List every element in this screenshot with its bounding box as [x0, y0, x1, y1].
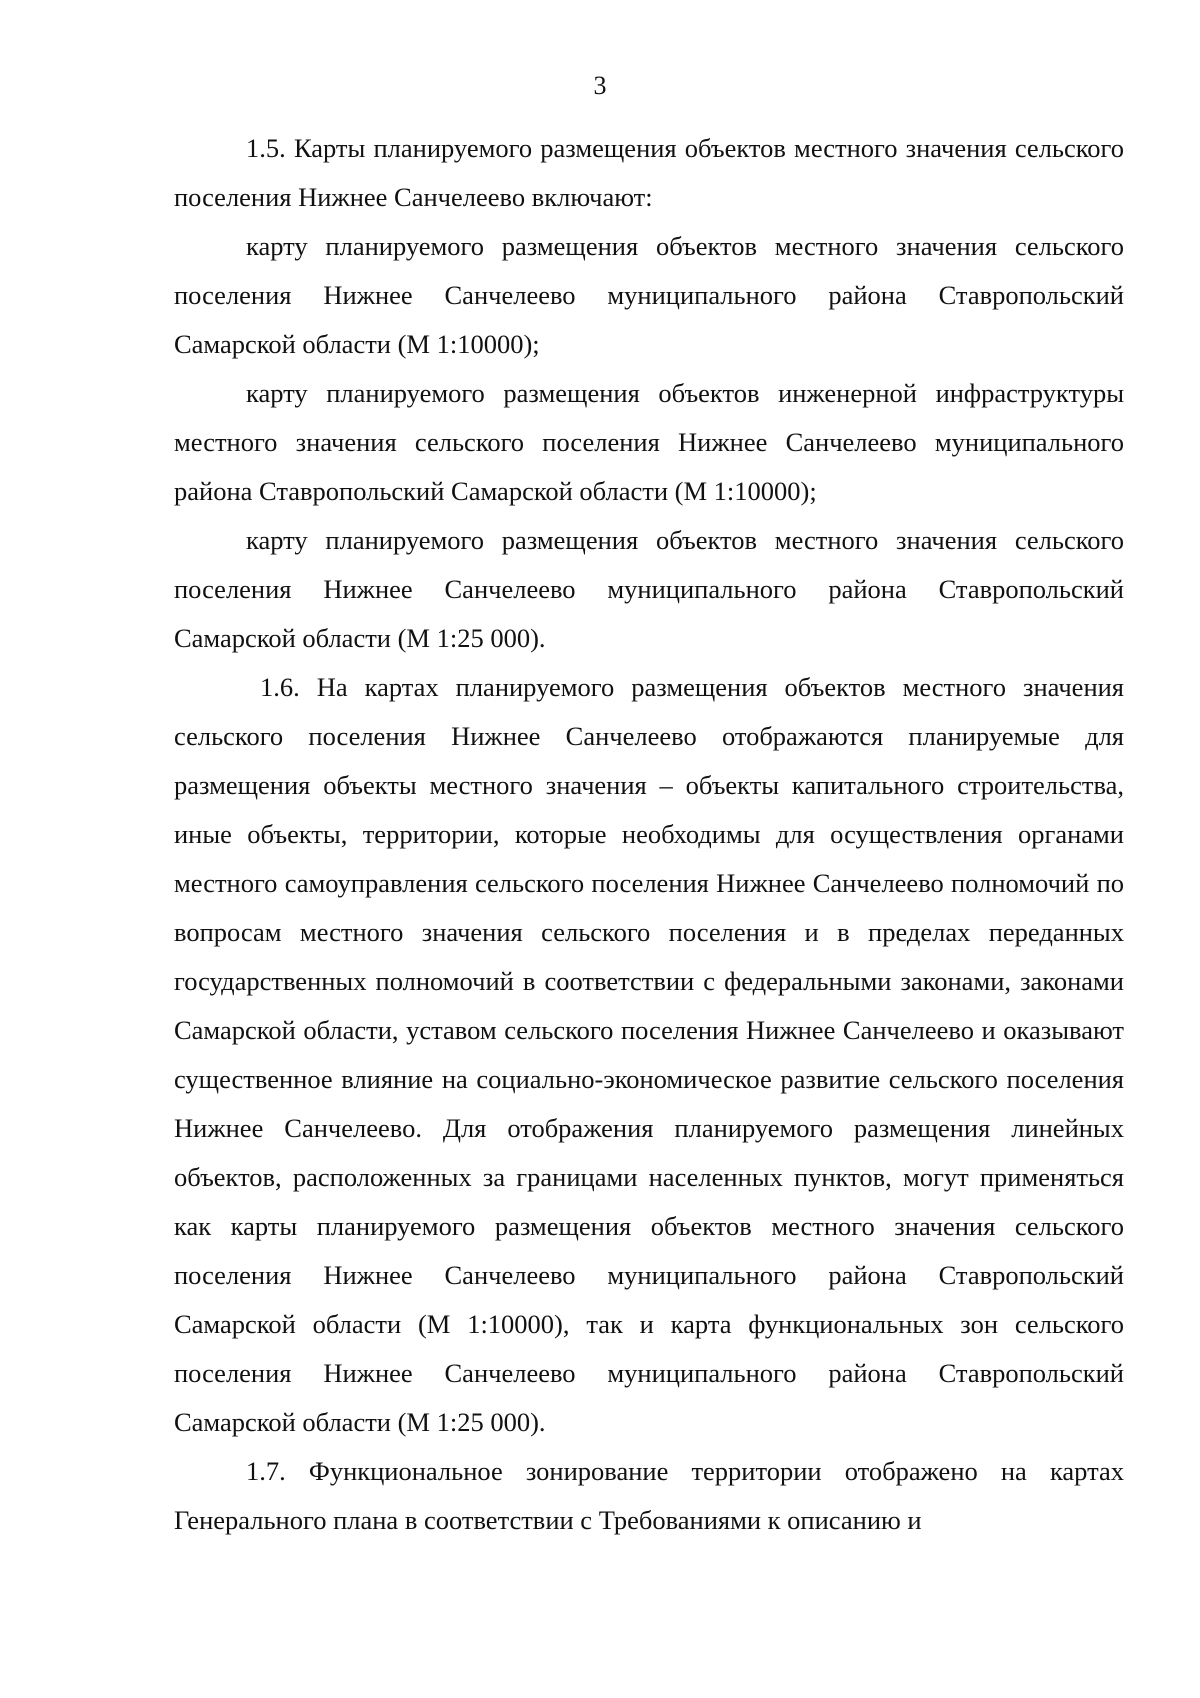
document-body — [174, 124, 1124, 1545]
paragraph-1-5: 1.5. Карты планируемого размещения объектов местного значения сельского поселения Нижнее Санчелеево включают: — [174, 133, 1124, 212]
paragraph-1-6: 1.6. На картах планируемого размещения объектов местного значения сельского поселения Нижнее Санчелеево отображаются планируемые для размещения объекты местного значения – объекты капитального строительства, иные объекты, территории, которые необходимы для осуществления органами местного самоуправления сельского поселения Нижнее Санчелеево полномочий по вопросам местного значения сельского поселения и в пределах переданных государственных полномочий в соответствии с федеральными законами, законами Самарской области, уставом сельского поселения Нижнее Санчелеево и оказывают существенное влияние на социально-экономическое развитие сельского поселения Нижнее Санчелеево. Для отображения планируемого размещения линейных объектов, расположенных за границами населенных пунктов, могут применяться как карты планируемого размещения объектов местного значения сельского поселения Нижнее Санчелеево муниципального района Ставропольский Самарской области (М 1:10000), так и карта функциональных зон сельского поселения Нижнее Санчелеево муниципального района Ставропольский Самарской области (М 1:25 000). — [174, 672, 1124, 1437]
paragraph-map-local-objects-10000: карту планируемого размещения объектов местного значения сельского поселения Нижнее Санчелеево муниципального района Ставропольский Самарской области (М 1:10000); — [174, 231, 1124, 359]
page-number: 3 — [593, 71, 607, 100]
paragraph-map-local-objects-25000: карту планируемого размещения объектов местного значения сельского поселения Нижнее Санчелеево муниципального района Ставропольский Самарской области (М 1:25 000). — [174, 525, 1124, 653]
paragraph-1-7: 1.7. Функциональное зонирование территории отображено на картах Генерального плана в соответствии с Требованиями к описанию и — [174, 1456, 1124, 1535]
paragraph-map-engineering-infrastructure: карту планируемого размещения объектов инженерной инфраструктуры местного значения сельского поселения Нижнее Санчелеево муниципального района Ставропольский Самарской области (М 1:10000); — [174, 378, 1124, 506]
